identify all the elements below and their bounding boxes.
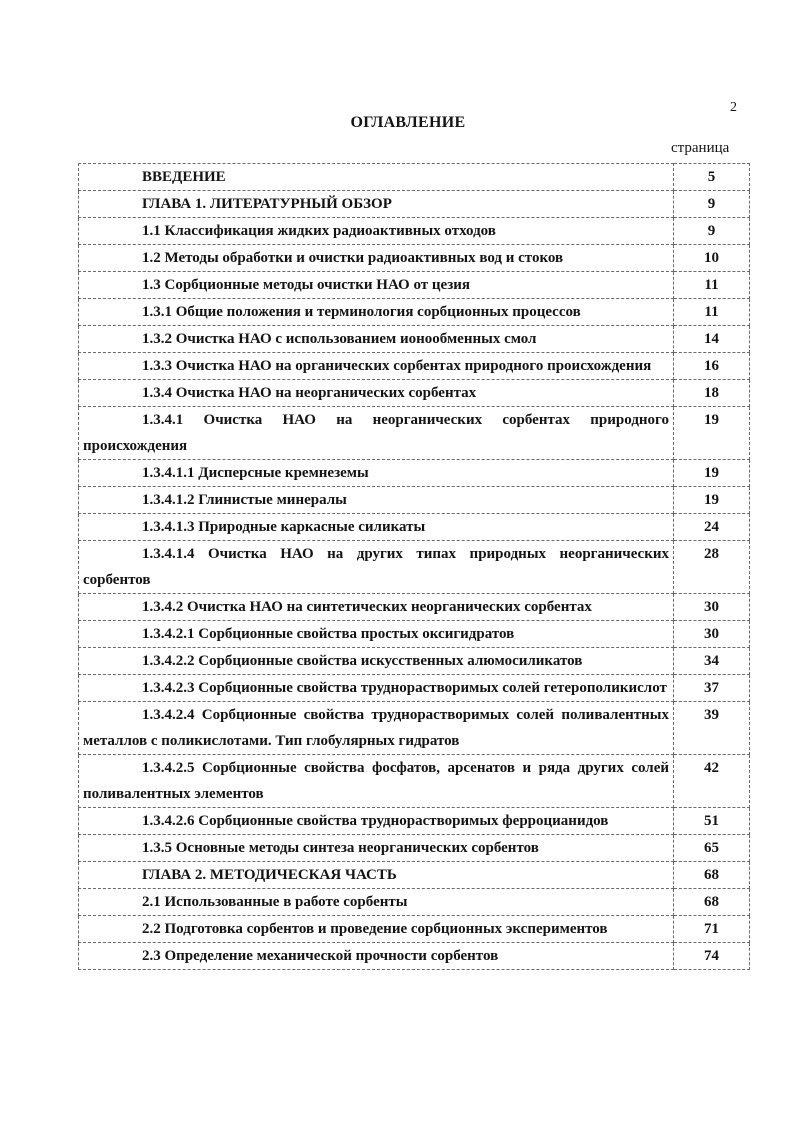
toc-row [79,835,750,862]
toc-row [79,460,750,487]
toc-entry-page: 16 [674,353,750,380]
toc-entry-page: 68 [674,889,750,916]
toc-entry-title: ГЛАВА 2. МЕТОДИЧЕСКАЯ ЧАСТЬ [142,867,397,883]
toc-row [79,541,750,594]
toc-entry-page: 74 [674,943,750,970]
toc-entry-title: 1.3.3 Очистка НАО на органических сорбентах природного происхождения [142,358,652,374]
toc-row [79,487,750,514]
toc-entry-title: 1.3.2 Очистка НАО с использованием ионообменных смол [142,331,537,347]
toc-entry-page: 19 [674,487,750,514]
toc-row [79,594,750,621]
toc-entry-title: 1.3.4.2.6 Сорбционные свойства труднорастворимых ферроцианидов [142,813,609,829]
toc-row [79,514,750,541]
toc-entry-cell [79,326,674,353]
toc-entry-title: 1.2 Методы обработки и очистки радиоактивных вод и стоков [142,250,564,266]
toc-row [79,648,750,675]
toc-entry-title: ВВЕДЕНИЕ [142,169,226,185]
toc-entry-page: 14 [674,326,750,353]
toc-entry-cell [79,514,674,541]
toc-entry-title: ГЛАВА 1. ЛИТЕРАТУРНЫЙ ОБЗОР [142,196,392,212]
toc-entry-page: 9 [674,218,750,245]
toc-entry-page: 19 [674,460,750,487]
toc-entry-page: 30 [674,594,750,621]
toc-entry-cell [79,218,674,245]
toc-entry-cell [79,541,674,594]
toc-row [79,272,750,299]
toc-entry-cell [79,889,674,916]
toc-entry-page: 37 [674,675,750,702]
toc-entry-cell [79,164,674,191]
toc-row [79,326,750,353]
toc-entry-title: 1.3 Сорбционные методы очистки НАО от цезия [142,277,470,293]
toc-entry-cell [79,191,674,218]
toc-entry-cell [79,245,674,272]
toc-entry-page: 71 [674,916,750,943]
toc-row [79,218,750,245]
toc-entry-cell [79,621,674,648]
toc-row [79,299,750,326]
toc-entry-title: 2.2 Подготовка сорбентов и проведение сорбционных экспериментов [142,921,608,937]
toc-entry-title: 1.3.4.1.2 Глинистые минералы [142,492,347,508]
toc-entry-cell [79,702,674,755]
toc-entry-cell [79,380,674,407]
toc-body [79,164,750,970]
toc-row [79,191,750,218]
toc-entry-page: 28 [674,541,750,594]
page-number: 2 [730,100,737,115]
toc-entry-page: 11 [674,272,750,299]
toc-entry-page: 10 [674,245,750,272]
toc-entry-cell [79,407,674,460]
toc-entry-title: 1.3.4.1.4 Очистка НАО на других типах природных неорганических сорбентов [83,546,669,588]
toc-entry-cell [79,675,674,702]
toc-row [79,380,750,407]
toc-entry-title: 1.3.4.1.3 Природные каркасные силикаты [142,519,426,535]
toc-entry-page: 34 [674,648,750,675]
toc-entry-page: 19 [674,407,750,460]
toc-row [79,353,750,380]
toc-entry-page: 68 [674,862,750,889]
toc-entry-cell [79,272,674,299]
toc-entry-cell [79,460,674,487]
toc-row [79,621,750,648]
toc-entry-title: 1.1 Классификация жидких радиоактивных отходов [142,223,496,239]
toc-entry-cell [79,835,674,862]
page-title: ОГЛАВЛЕНИЕ [350,114,466,131]
toc-entry-page: 65 [674,835,750,862]
toc-row [79,862,750,889]
toc-row [79,245,750,272]
table-of-contents [78,163,750,970]
toc-entry-page: 9 [674,191,750,218]
toc-row [79,916,750,943]
toc-entry-cell [79,916,674,943]
page-column-label: страница [671,140,730,156]
toc-entry-title: 1.3.4 Очистка НАО на неорганических сорбентах [142,385,477,401]
toc-entry-cell [79,943,674,970]
toc-entry-page: 30 [674,621,750,648]
toc-entry-page: 11 [674,299,750,326]
toc-row [79,702,750,755]
toc-row [79,164,750,191]
toc-entry-page: 24 [674,514,750,541]
toc-row [79,889,750,916]
toc-entry-cell [79,755,674,808]
toc-row [79,808,750,835]
toc-entry-title: 1.3.4.2.4 Сорбционные свойства труднорастворимых солей поливалентных металлов с поликислотами. Тип глобулярных гидратов [83,707,669,749]
toc-entry-cell [79,648,674,675]
toc-entry-cell [79,862,674,889]
toc-row [79,755,750,808]
toc-entry-title: 1.3.4.2 Очистка НАО на синтетических неорганических сорбентах [142,599,592,615]
toc-entry-page: 5 [674,164,750,191]
toc-entry-title: 1.3.4.1.1 Дисперсные кремнеземы [142,465,369,481]
toc-entry-cell [79,594,674,621]
toc-entry-cell [79,299,674,326]
toc-row [79,407,750,460]
toc-entry-cell [79,487,674,514]
toc-entry-page: 39 [674,702,750,755]
toc-entry-title: 1.3.4.2.3 Сорбционные свойства труднорастворимых солей гетерополикислот [142,680,667,696]
toc-entry-title: 2.3 Определение механической прочности сорбентов [142,948,499,964]
toc-entry-title: 1.3.4.2.1 Сорбционные свойства простых оксигидратов [142,626,515,642]
toc-entry-title: 1.3.4.1 Очистка НАО на неорганических сорбентах природного происхождения [83,412,669,454]
toc-entry-title: 1.3.5 Основные методы синтеза неорганических сорбентов [142,840,539,856]
toc-row [79,943,750,970]
toc-row [79,675,750,702]
toc-entry-title: 1.3.1 Общие положения и терминология сорбционных процессов [142,304,581,320]
toc-entry-title: 1.3.4.2.5 Сорбционные свойства фосфатов, арсенатов и ряда других солей поливалентных элементов [83,760,669,802]
toc-entry-cell [79,353,674,380]
toc-entry-cell [79,808,674,835]
toc-entry-title: 2.1 Использованные в работе сорбенты [142,894,408,910]
toc-entry-title: 1.3.4.2.2 Сорбционные свойства искусственных алюмосиликатов [142,653,583,669]
toc-entry-page: 18 [674,380,750,407]
toc-entry-page: 51 [674,808,750,835]
toc-entry-page: 42 [674,755,750,808]
